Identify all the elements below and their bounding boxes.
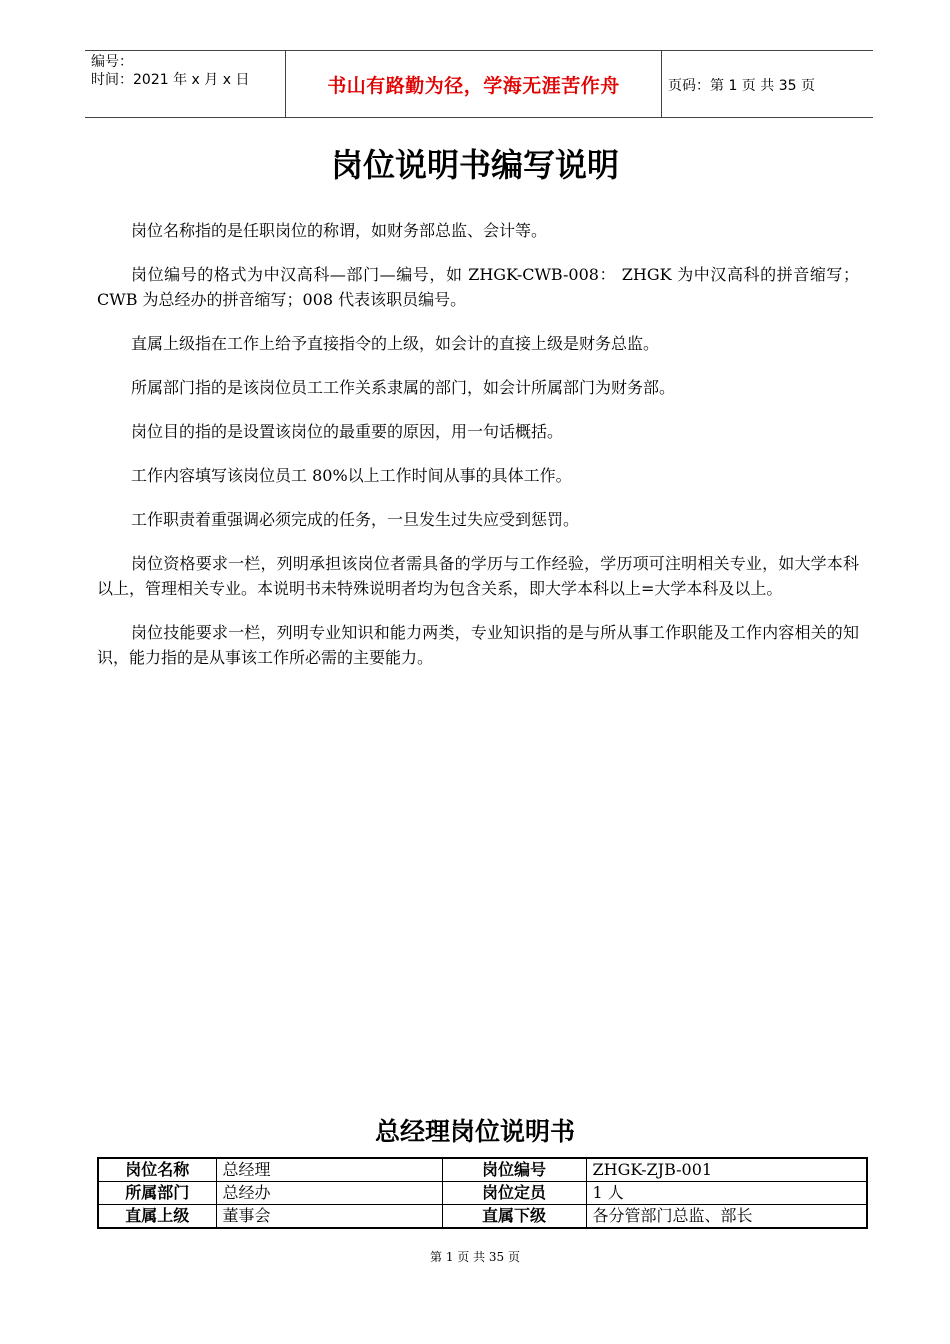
page-header bbox=[85, 50, 873, 118]
table-value-cell: 各分管部门总监、部长 bbox=[586, 1205, 867, 1229]
table-label-cell: 所属部门 bbox=[98, 1182, 216, 1205]
paragraph-department: 所属部门指的是该岗位员工工作关系隶属的部门，如会计所属部门为财务部。 bbox=[131, 378, 676, 397]
paragraph-responsibilities: 工作职责着重强调必须完成的任务，一旦发生过失应受到惩罚。 bbox=[131, 510, 580, 529]
paragraph-position-purpose: 岗位目的指的是设置该岗位的最重要的原因，用一句话概括。 bbox=[131, 422, 564, 441]
paragraph-direct-superior: 直属上级指在工作上给予直接指令的上级，如会计的直接上级是财务总监。 bbox=[131, 334, 660, 353]
position-info-table bbox=[97, 1157, 868, 1229]
paragraph-position-name: 岗位名称指的是任职岗位的称谓，如财务部总监、会计等。 bbox=[131, 221, 548, 240]
instructions-body bbox=[97, 218, 859, 689]
page-footer: 第 1 页 共 35 页 bbox=[430, 1250, 520, 1264]
table-value-cell: 1 人 bbox=[586, 1182, 867, 1205]
table-label-cell: 岗位名称 bbox=[98, 1158, 216, 1182]
paragraph-work-content: 工作内容填写该岗位员工 80%以上工作时间从事的具体工作。 bbox=[131, 466, 572, 485]
table-row bbox=[98, 1182, 867, 1205]
document-title: 岗位说明书编写说明 bbox=[330, 146, 619, 184]
table-label-cell: 岗位编号 bbox=[442, 1158, 586, 1182]
table-value-cell: 总经办 bbox=[216, 1182, 442, 1205]
table-label-cell: 直属下级 bbox=[442, 1205, 586, 1229]
section-title: 总经理岗位说明书 bbox=[374, 1117, 575, 1146]
table-label-cell: 岗位定员 bbox=[442, 1182, 586, 1205]
table-row bbox=[98, 1205, 867, 1229]
header-motto: 书山有路勤为径，学海无涯苦作舟 bbox=[327, 74, 620, 97]
header-page-info: 页码：第 1 页 共 35 页 bbox=[668, 78, 815, 94]
table-label-cell: 直属上级 bbox=[98, 1205, 216, 1229]
table-value-cell: 董事会 bbox=[216, 1205, 442, 1229]
paragraph-skills: 岗位技能要求一栏，列明专业知识和能力两类，专业知识指的是与所从事工作职能及工作内容相关的知识，能力指的是从事该工作所必需的主要能力。 bbox=[97, 623, 859, 667]
document-time-label: 时间：2021 年 x 月 x 日 bbox=[91, 72, 250, 88]
table-value-cell: ZHGK-ZJB-001 bbox=[586, 1158, 867, 1182]
header-motto-box bbox=[285, 51, 662, 117]
header-meta bbox=[91, 53, 281, 89]
table-row bbox=[98, 1158, 867, 1182]
table-value-cell: 总经理 bbox=[216, 1158, 442, 1182]
document-number-label: 编号： bbox=[91, 54, 133, 70]
paragraph-qualifications: 岗位资格要求一栏，列明承担该岗位者需具备的学历与工作经验，学历项可注明相关专业，如大学本科以上，管理相关专业。本说明书未特殊说明者均为包含关系，即大学本科以上=大学本科及以上。 bbox=[97, 554, 859, 598]
paragraph-position-code: 岗位编号的格式为中汉高科—部门—编号，如 ZHGK-CWB-008： ZHGK 为中汉高科的拼音缩写；CWB 为总经办的拼音缩写；008 代表该职员编号。 bbox=[97, 265, 859, 309]
